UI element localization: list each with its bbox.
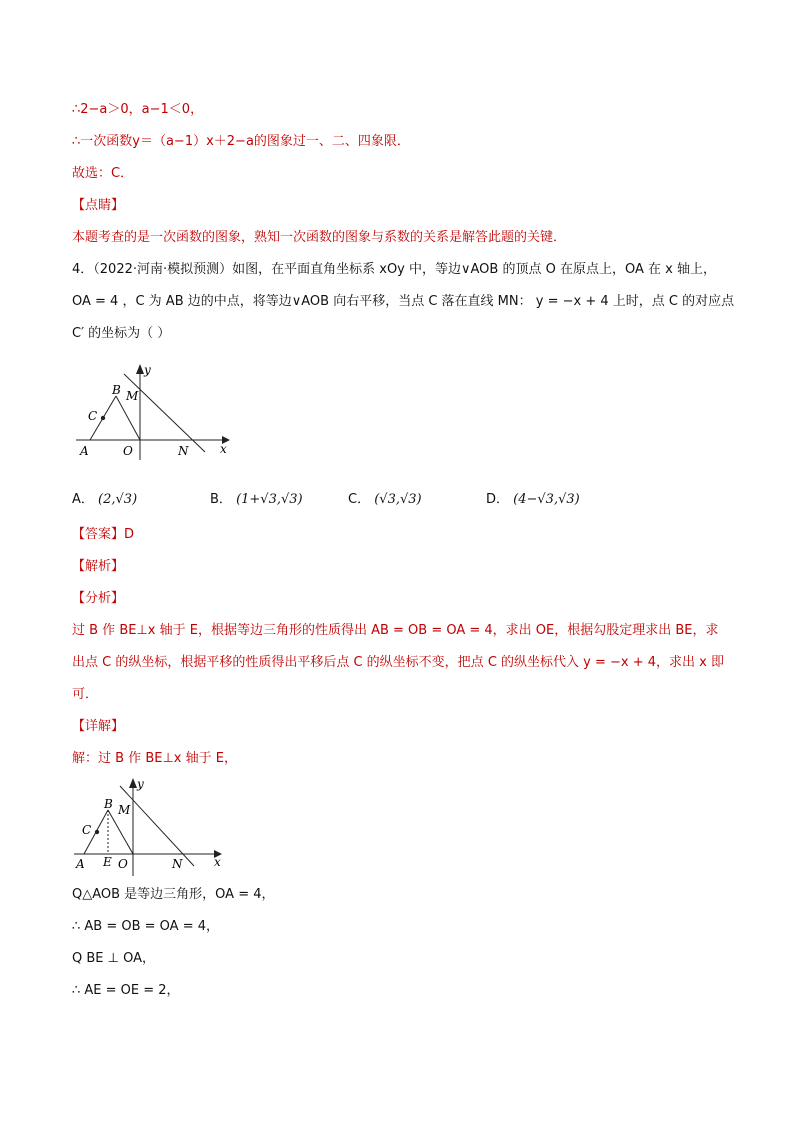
section-fenxi: 【分析】 [72,591,125,606]
option-a-value: (2,√3) [98,492,138,507]
question-4-line-3: C′ 的坐标为（ ） [72,326,171,341]
fig1-label-C: C [88,409,98,423]
option-d [486,488,580,507]
option-a [72,488,137,507]
option-c [348,488,422,507]
fig1-label-M: M [126,389,139,403]
option-c-label: C． [348,492,371,507]
fig2-label-y: y [137,777,144,791]
fig2-label-B: B [104,797,113,811]
question-4-line-1: 4．（2022·河南·模拟预测）如图，在平面直角坐标系 xOy 中，等边∨AOB 的顶点 O 在原点上，OA 在 x 轴上， [72,262,716,277]
option-d-value: (4−√3,√3) [513,492,580,507]
analysis-line-1: 过 B 作 BE⊥x 轴于 E，根据等边三角形的性质得出 AB = OB = OA = 4，求出 OE，根据勾股定理求出 BE，求 [72,623,719,638]
line-3: 故选：C． [72,166,134,181]
option-b [210,488,303,507]
fig2-label-M: M [118,803,131,817]
fig2-label-A: A [76,857,85,871]
line-5: 本题考查的是一次函数的图象，熟知一次函数的图象与系数的关系是解答此题的关键． [72,230,567,245]
option-c-value: (√3,√3) [374,492,422,507]
solution-step-2: ∴ AB = OB = OA = 4， [72,919,220,934]
fig2-label-N: N [172,857,183,871]
fig2-label-E: E [103,855,112,869]
figure-1 [70,360,240,460]
fig1-label-B: B [112,383,121,397]
fig1-label-N: N [178,444,189,458]
question-4-line-2: OA = 4 ，C 为 AB 边的中点，将等边∨AOB 向右平移，当点 C 落在直线 MN： y = −x + 4 上时，点 C 的对应点 [72,294,735,309]
fig2-label-O: O [118,857,128,871]
fig2-label-C: C [82,823,92,837]
fig1-label-A: A [80,444,89,458]
solution-step-4: ∴ AE = OE = 2， [72,983,180,998]
section-jiexi: 【解析】 [72,559,125,574]
option-b-label: B． [210,492,232,507]
solution-step-1: Q△AOB 是等边三角形，OA = 4， [72,887,275,902]
fig1-label-x: x [220,442,227,456]
fig1-label-O: O [123,444,133,458]
analysis-line-2: 出点 C 的纵坐标，根据平移的性质得出平移后点 C 的纵坐标不变，把点 C 的纵坐标代入 y = −x + 4，求出 x 即 [72,655,724,670]
fig2-label-x: x [214,855,221,869]
section-xiangjie: 【详解】 [72,719,125,734]
figure-2 [70,776,240,876]
line-2: ∴一次函数y＝（a−1）x＋2−a的图象过一、二、四象限． [72,134,410,149]
option-d-label: D． [486,492,510,507]
solution-step-3: Q BE ⊥ OA， [72,951,155,966]
option-b-value: (1+√3,√3) [236,492,303,507]
analysis-line-3: 可． [72,687,99,702]
option-a-label: A． [72,492,94,507]
fig1-label-y: y [144,363,151,377]
line-1: ∴2−a＞0，a−1＜0， [72,102,204,117]
solution-intro: 解：过 B 作 BE⊥x 轴于 E， [72,751,237,766]
section-dianjing: 【点睛】 [72,198,125,213]
answer-line: 【答案】D [72,527,135,542]
